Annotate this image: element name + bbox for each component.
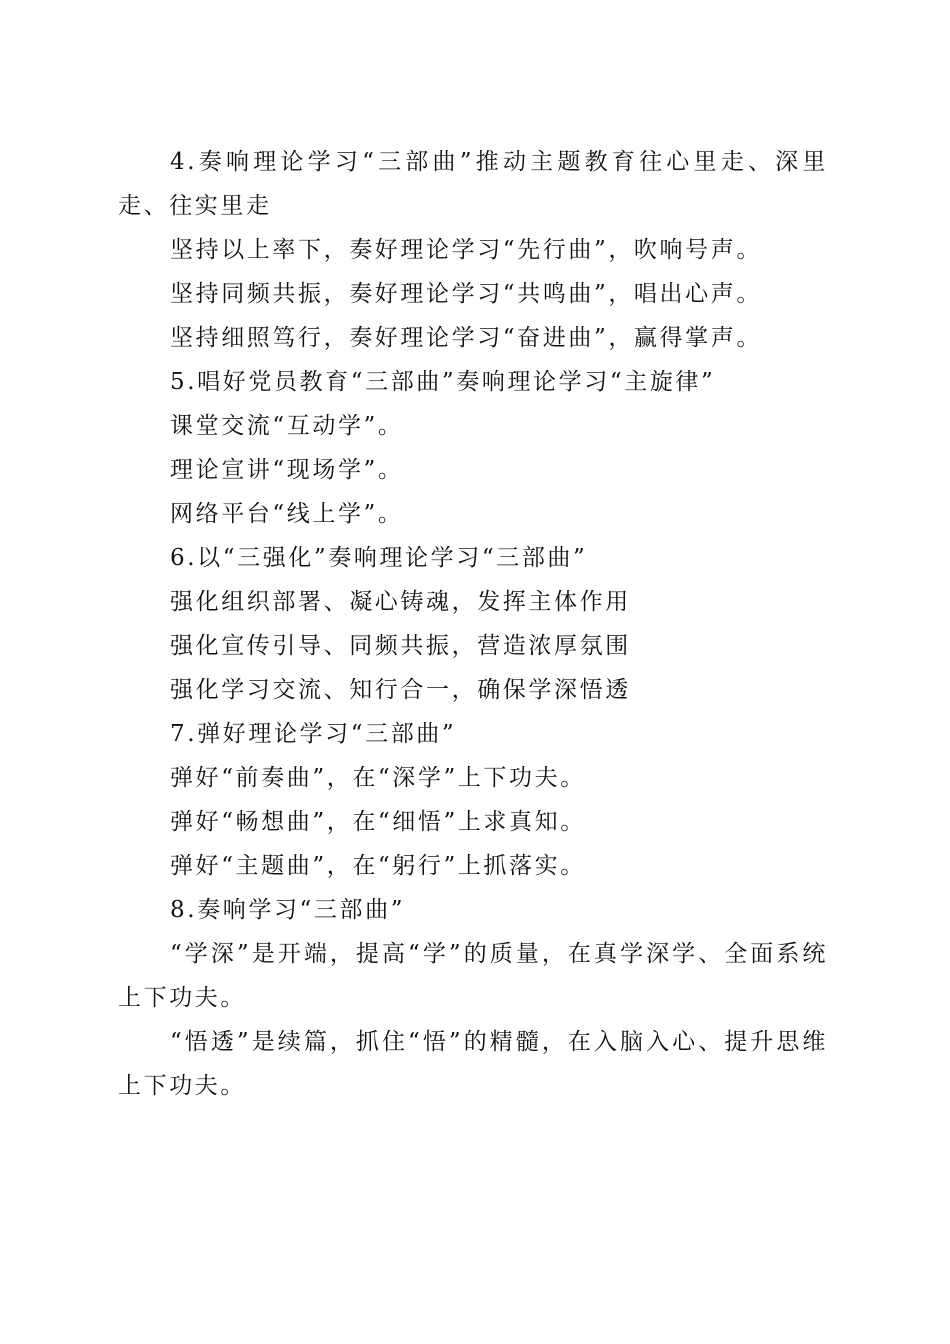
heading-8: 8.奏响学习“三部曲” [170, 897, 406, 923]
paragraph: 强化学习交流、知行合一，确保学深悟透 [170, 677, 631, 703]
paragraph: 坚持以上率下，奏好理论学习“先行曲”，吹响号声。 [170, 237, 762, 263]
heading-4: 4.奏响理论学习“三部曲”推动主题教育往心里走、深里走、往实里走 [118, 149, 828, 219]
paragraph: 坚持同频共振，奏好理论学习“共鸣曲”，唱出心声。 [170, 281, 762, 307]
heading-6: 6.以“三强化”奏响理论学习“三部曲” [170, 545, 588, 571]
paragraph: 强化宣传引导、同频共振，营造浓厚氛围 [170, 633, 631, 659]
paragraph: “悟透”是续篇，抓住“悟”的精髓，在入脑入心、提升思维上下功夫。 [118, 1029, 828, 1099]
paragraph: 网络平台“线上学”。 [170, 501, 404, 527]
paragraph: “学深”是开端，提高“学”的质量，在真学深学、全面系统上下功夫。 [118, 941, 828, 1011]
heading-7: 7.弹好理论学习“三部曲” [170, 721, 457, 747]
document-body [118, 140, 828, 1108]
paragraph: 弹好“主题曲”，在“躬行”上抓落实。 [170, 853, 586, 879]
paragraph: 坚持细照笃行，奏好理论学习“奋进曲”，赢得掌声。 [170, 325, 762, 351]
heading-5: 5.唱好党员教育“三部曲”奏响理论学习“主旋律” [170, 369, 716, 395]
paragraph: 强化组织部署、凝心铸魂，发挥主体作用 [170, 589, 631, 615]
paragraph: 弹好“前奏曲”，在“深学”上下功夫。 [170, 765, 586, 791]
paragraph: 弹好“畅想曲”，在“细悟”上求真知。 [170, 809, 586, 835]
paragraph: 理论宣讲“现场学”。 [170, 457, 404, 483]
paragraph: 课堂交流“互动学”。 [170, 413, 404, 439]
